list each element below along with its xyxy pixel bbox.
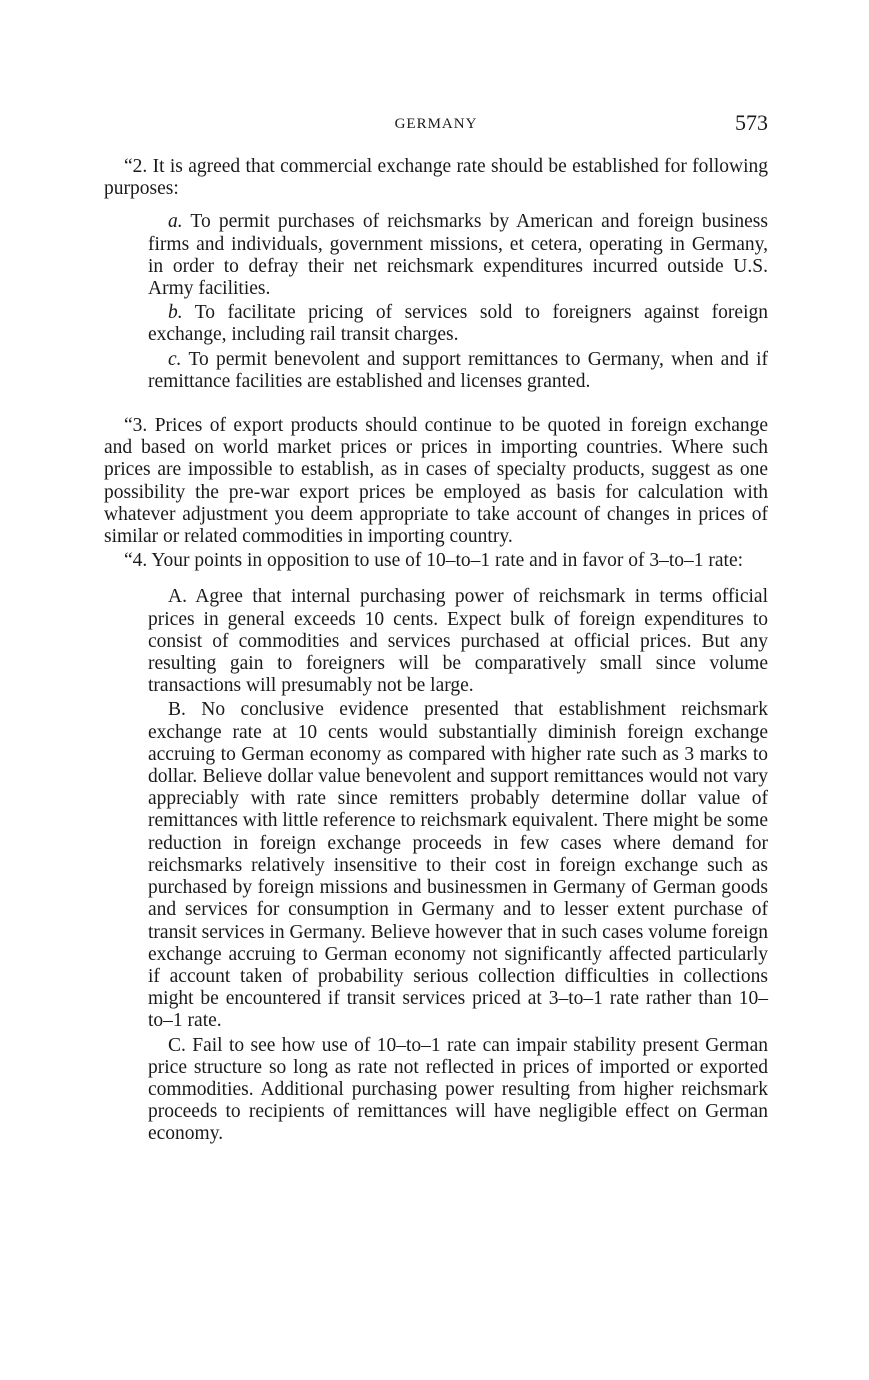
paragraph-2c-text: To permit benevolent and support remittances to Germany, when and if remittance facilities are established and licenses granted. <box>148 348 768 392</box>
paragraph-4C: C. Fail to see how use of 10–to–1 rate can impair stability present German price structure so long as rate not reflected in prices of imported or exported commodities. Additional purchasing power resulting from higher reichsmark proceeds to recipients of remittances will have negligible effect on German economy. <box>148 1034 768 1145</box>
paragraph-2c <box>104 349 768 393</box>
paragraph-2-intro: “2. It is agreed that commercial exchange rate should be established for following purposes: <box>104 156 768 200</box>
document-body <box>104 156 768 1146</box>
item-label-b: b. <box>168 302 183 324</box>
paragraph-4A: A. Agree that internal purchasing power of reichsmark in terms official prices in general exceeds 10 cents. Expect bulk of foreign expenditures to consist of commodities and services purchased at official prices. But any resulting gain to foreigners will be comparatively small since volume transactions will presumably not be large. <box>148 586 768 697</box>
paragraph-4-intro: “4. Your points in opposition to use of 10–to–1 rate and in favor of 3–to–1 rate: <box>124 550 744 572</box>
item-label-c: c. <box>168 348 182 370</box>
paragraph-2b <box>104 302 768 346</box>
page-number: 573 <box>735 110 768 135</box>
item-label-a: a. <box>168 211 183 233</box>
running-head: GERMANY <box>394 116 478 132</box>
page-header <box>104 110 768 140</box>
paragraph-2b-text: To facilitate pricing of services sold to foreigners against foreign exchange, including rail transit charges. <box>148 302 768 346</box>
paragraph-4B: B. No conclusive evidence presented that establishment reichsmark exchange rate at 10 cents would substantially diminish foreign exchange accruing to German economy as compared with higher rate such as 3 marks to dollar. Believe dollar value benevolent and support remittances would not vary appreciably with rate since remitters probably determine dollar value of remittances with little reference to reichsmark equivalent. There might be some reduction in foreign exchange proceeds in few cases where demand for reichsmarks relatively insensitive to their cost in foreign exchange such as purchased by foreign missions and businessmen in Germany of German goods and services for consumption in Germany and to lesser extent purchase of transit services in Germany. Believe however that in such cases volume foreign exchange accruing to German economy not significantly affected particularly if account taken of probability serious collection difficulties in collections might be encountered if transit services priced at 3–to–1 rate rather than 10–to–1 rate. <box>148 699 768 1032</box>
paragraph-3: “3. Prices of export products should continue to be quoted in foreign exchange and based on world market prices or prices in importing countries. Where such prices are impossible to establish, as in cases of specialty products, suggest as one possibility the pre-war export prices be employed as basis for calculation with whatever adjustment you deem appropriate to take account of changes in prices of similar or related commodities in importing country. <box>104 415 768 548</box>
paragraph-2a-text: To permit purchases of reichsmarks by American and foreign business firms and individuals, government missions, et cetera, operating in Germany, in order to defray their net reichsmark expenditures incurred outside U.S. Army facilities. <box>148 211 768 300</box>
paragraph-2a <box>104 211 768 300</box>
